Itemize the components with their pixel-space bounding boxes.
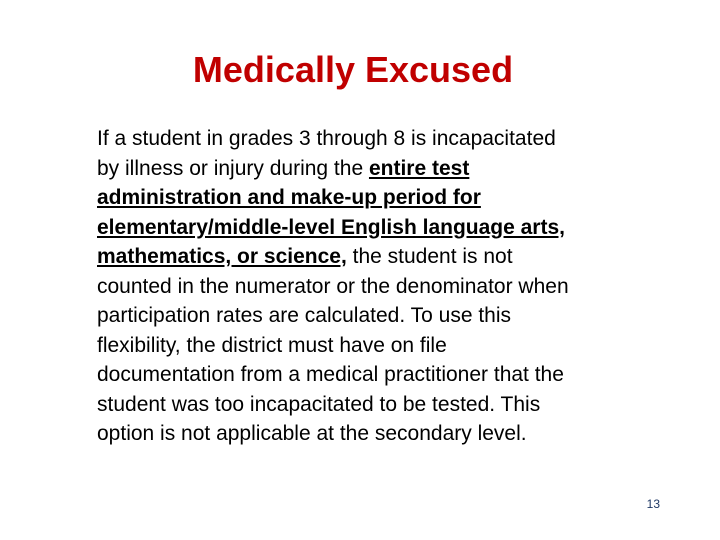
body-paragraph	[97, 124, 657, 449]
body-text: by illness or injury during the	[97, 156, 369, 180]
body-text: counted in the numerator or the denominator when	[97, 274, 569, 298]
body-line	[97, 242, 657, 272]
page-number: 13	[646, 497, 660, 511]
body-text: participation rates are calculated. To use this	[97, 304, 512, 327]
emphasized-text: elementary/middle-level English language arts,	[97, 215, 565, 239]
body-line	[97, 183, 657, 213]
body-text: flexibility, the district must have on file	[97, 333, 447, 357]
body-text: documentation from a medical practitioner that the	[97, 363, 564, 386]
emphasized-text: administration and make-up period for	[97, 186, 481, 209]
body-line	[97, 124, 657, 154]
body-text: the student is not	[346, 245, 513, 268]
body-line	[97, 213, 657, 243]
body-line	[97, 331, 657, 361]
emphasized-text: mathematics, or science,	[97, 245, 347, 268]
body-line	[97, 154, 657, 184]
body-line	[97, 272, 657, 302]
body-line	[97, 419, 657, 449]
body-text: student was too incapacitated to be tested. This	[97, 392, 541, 416]
body-line	[97, 301, 657, 331]
body-line	[97, 390, 657, 420]
body-text: If a student in grades 3 through 8 is incapacitated	[97, 127, 556, 150]
slide-title: Medically Excused	[192, 49, 514, 90]
body-text: option is not applicable at the secondary level.	[97, 422, 527, 445]
body-line	[97, 360, 657, 390]
emphasized-text: entire test	[368, 156, 470, 180]
